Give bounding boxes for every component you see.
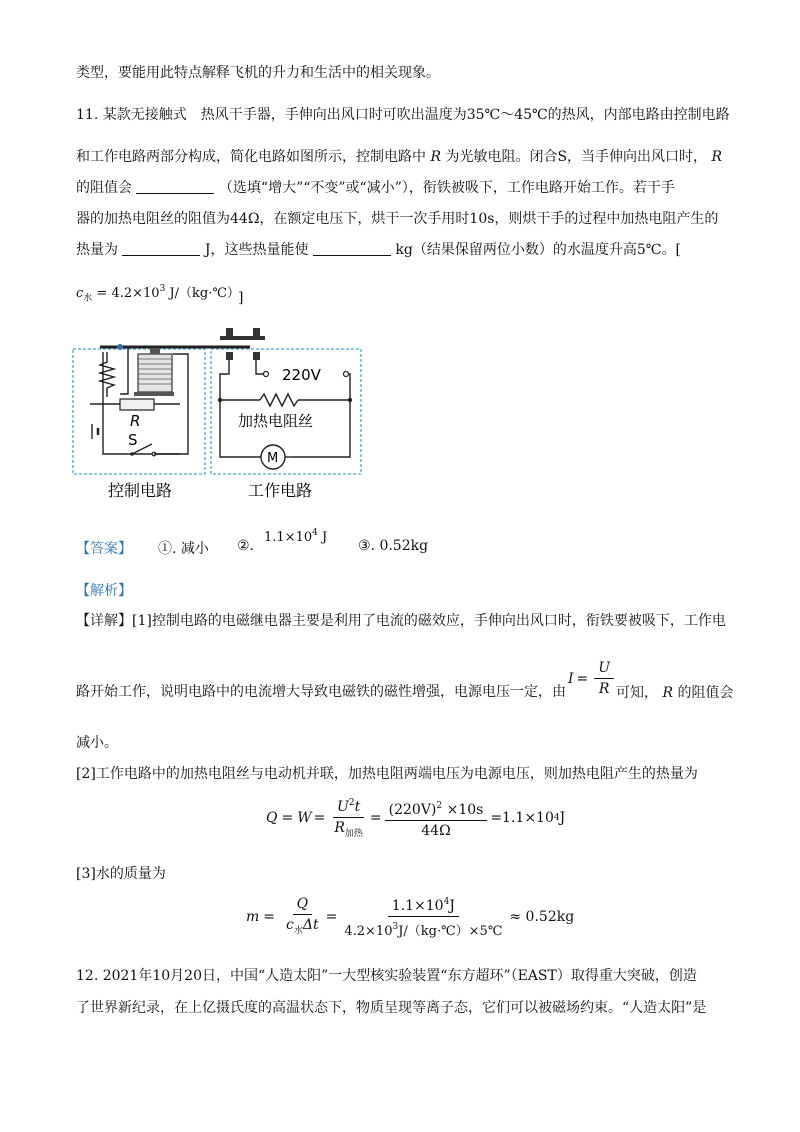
answer-3: ③. 0.52kg [358,538,429,554]
answer-blank-2[interactable] [122,241,200,256]
q12-line-2: 了世界新纪录，在上亿摄氏度的高温状态下，物质呈现等离子态，它们可以被磁场约束。“人造太阳”是 [76,1000,707,1016]
eq2-u: U [337,799,349,815]
eq3-specific-heat: 4.2×10 [344,924,393,939]
eq2-q: Q [266,810,278,827]
eq2-time: ×10s [442,801,484,818]
heat-equation: Q = W = $\frac{U^2t}{R_{加热}}$ = $\frac{(220V)^2 \times 10s}{44\Omega}$ =1.1×10 4 J [266,794,565,843]
iron-core-top [150,348,160,354]
eq2-voltage-exp: 2 [436,800,443,811]
q11-line-5-text-b: J，这些热量能使 [204,242,309,258]
c-exponent: 3 [159,284,166,294]
eq2-u-exp: 2 [348,798,355,808]
eq2-fraction-2 [385,797,488,840]
detail-line-2-text-c: 的阻值会 [677,685,734,701]
detail-line-1: 【详解】[1]控制电路的电磁继电器主要是利用了电流的磁效应，手伸向出风口时，衔铁要被吸下，工作电 [76,613,726,629]
mass-equation: m = $\frac{Q}{c_水\Delta t}$ = $\frac{1.1\times 10^4J}{4.2\times 10^3J/(kg\cdot℃)\times 5℃}$ ≈ 0.52kg [246,893,574,941]
work-circuit-caption: 工作电路 [248,481,313,500]
electromagnet-coil [138,354,172,392]
contact-post-4 [253,352,260,360]
answer-2-unit: J [317,530,328,545]
q11-line-3 [76,178,675,198]
resistor-label: R [130,412,141,430]
control-circuit-caption: 控制电路 [108,481,173,500]
eq3-specific-heat-unit: J/（kg·℃）×5℃ [398,924,503,939]
analysis-tag: 【解析】 [76,583,132,599]
eq3-q: Q [293,895,312,915]
eq3-heat-unit: J [449,898,455,914]
eq2-r-sub: 加热 [344,828,363,839]
eq2-result-exp: 4 [553,813,560,824]
q11-line-3-text-b: （选填“增大”“不变”或“减小”），衔铁被吸下，工作电路开始工作。若干手 [218,180,675,196]
answer-blank-3[interactable] [313,241,391,256]
eq3-heat: 1.1×10 [391,898,444,914]
q11-line-5 [76,240,681,260]
detail-line-2 [76,682,566,702]
q11-line-2-text-a: 和工作电路两部分构成，简化电路如图所示，控制电路中 [76,149,426,165]
detail-line-3: 减小。 [76,735,118,751]
switch-label: S [128,431,138,449]
eq2-voltage: (220V) [388,801,437,818]
eq3-heat-exp: 4 [443,897,450,907]
q11-r-symbol: R [430,149,441,165]
answer-2-prefix: ②. [237,538,255,554]
q12-line-1: 12. 2021年10月20日，中国“人造太阳”一大型核实验装置“东方超环”（EAST）取得重大突破，创造 [76,968,697,984]
bracket-close: ] [238,290,244,306]
answer-2-mantissa: 1.1×10 [264,530,313,545]
q11-line-5-text-c: kg（结果保留两位小数）的水温度升高5℃。[ [395,242,681,258]
circuit-diagram [70,322,370,504]
answer-2-value [264,528,327,545]
q11-line-2-text-b: 为光敏电阻。闭合S，当手伸向出风口时， [445,149,708,165]
eq3-result: ≈ 0.52kg [509,909,575,925]
detail-line-5: [3]水的质量为 [76,866,166,882]
detail-line-2-tail [616,682,733,702]
photoresistor-body [120,399,154,410]
ohm-i: I [568,670,574,687]
q11-line-4: 器的加热电阻丝的阻值为44Ω，在额定电压下，烘干一次手用时10s，则烘干手的过程中加热电阻产生的 [76,211,719,227]
eq2-w: W [297,810,312,827]
specific-heat-formula [76,282,240,304]
contact-post-3 [226,352,233,360]
eq2-result: =1.1×10 [490,810,554,827]
ohm-law-formula: I = $\frac{U}{R}$ [568,659,617,698]
eq2-t: t [354,799,361,815]
q11-r-symbol-2: R [711,149,723,165]
q11-line-2 [76,147,722,167]
detail-r-symbol: R [662,685,673,701]
detail-line-4: [2]工作电路中的加热电阻丝与电动机并联，加热电阻两端电压为电源电压，则加热电阻产生的热量为 [76,766,698,782]
c-symbol: c [76,286,84,301]
relay-frame [120,347,128,394]
eq2-result-unit: J [559,810,566,827]
answer-tag: 【答案】 [76,541,132,557]
eq2-r: R [334,820,345,836]
eq3-c-sub: 水 [293,925,303,936]
answer-2-exponent: 4 [312,528,318,538]
detail-line-2-text-b: 可知， [616,685,658,701]
work-wire-left [220,360,238,457]
c-value: = 4.2×10 [92,286,160,301]
ohm-r: R [598,681,610,697]
eq3-fraction-1 [282,895,323,940]
detail-line-2-text-a: 路开始工作，说明电路中的电流增大导致电磁铁的磁性增强，电源电压一定，由 [76,684,566,700]
prev-paragraph: 类型，要能用此特点解释飞机的升力和生活中的相关现象。 [76,65,440,81]
contact-post-2 [253,328,260,336]
ohm-u: U [594,659,614,679]
lever-pivot [117,344,123,350]
eq2-resistance: 44Ω [421,822,451,839]
ohm-fraction [594,659,614,698]
electromagnet-base [134,392,174,396]
eq3-specific-heat-exp: 3 [392,922,399,932]
q11-line-3-text-a: 的阻值会 [76,180,132,196]
q11-line-1: 11. 某款无接触式 热风干手器，手伸向出风口时可吹出温度为35℃～45℃的热风，内部电路由控制电路 [76,107,730,123]
terminal-right [344,372,349,377]
eq3-m: m [246,909,260,925]
c-subscript: 水 [83,293,93,304]
eq3-fraction-2 [340,893,506,941]
voltage-label: 220V [282,366,321,384]
answer-1: ①. 减小 [158,541,209,557]
c-unit: J/（kg·℃） [165,286,240,301]
q11-line-5-text-a: 热量为 [76,242,118,258]
spring [100,352,114,397]
answer-blank-1[interactable] [136,179,214,194]
heating-wire-zigzag [260,394,298,406]
contact-post-1 [226,328,233,336]
motor-label: M [267,451,279,466]
eq3-dt: Δt [302,916,319,933]
terminal-left [264,372,269,377]
heater-label: 加热电阻丝 [238,412,314,430]
eq3-c: c [286,916,294,933]
eq2-fraction-1 [330,794,367,843]
